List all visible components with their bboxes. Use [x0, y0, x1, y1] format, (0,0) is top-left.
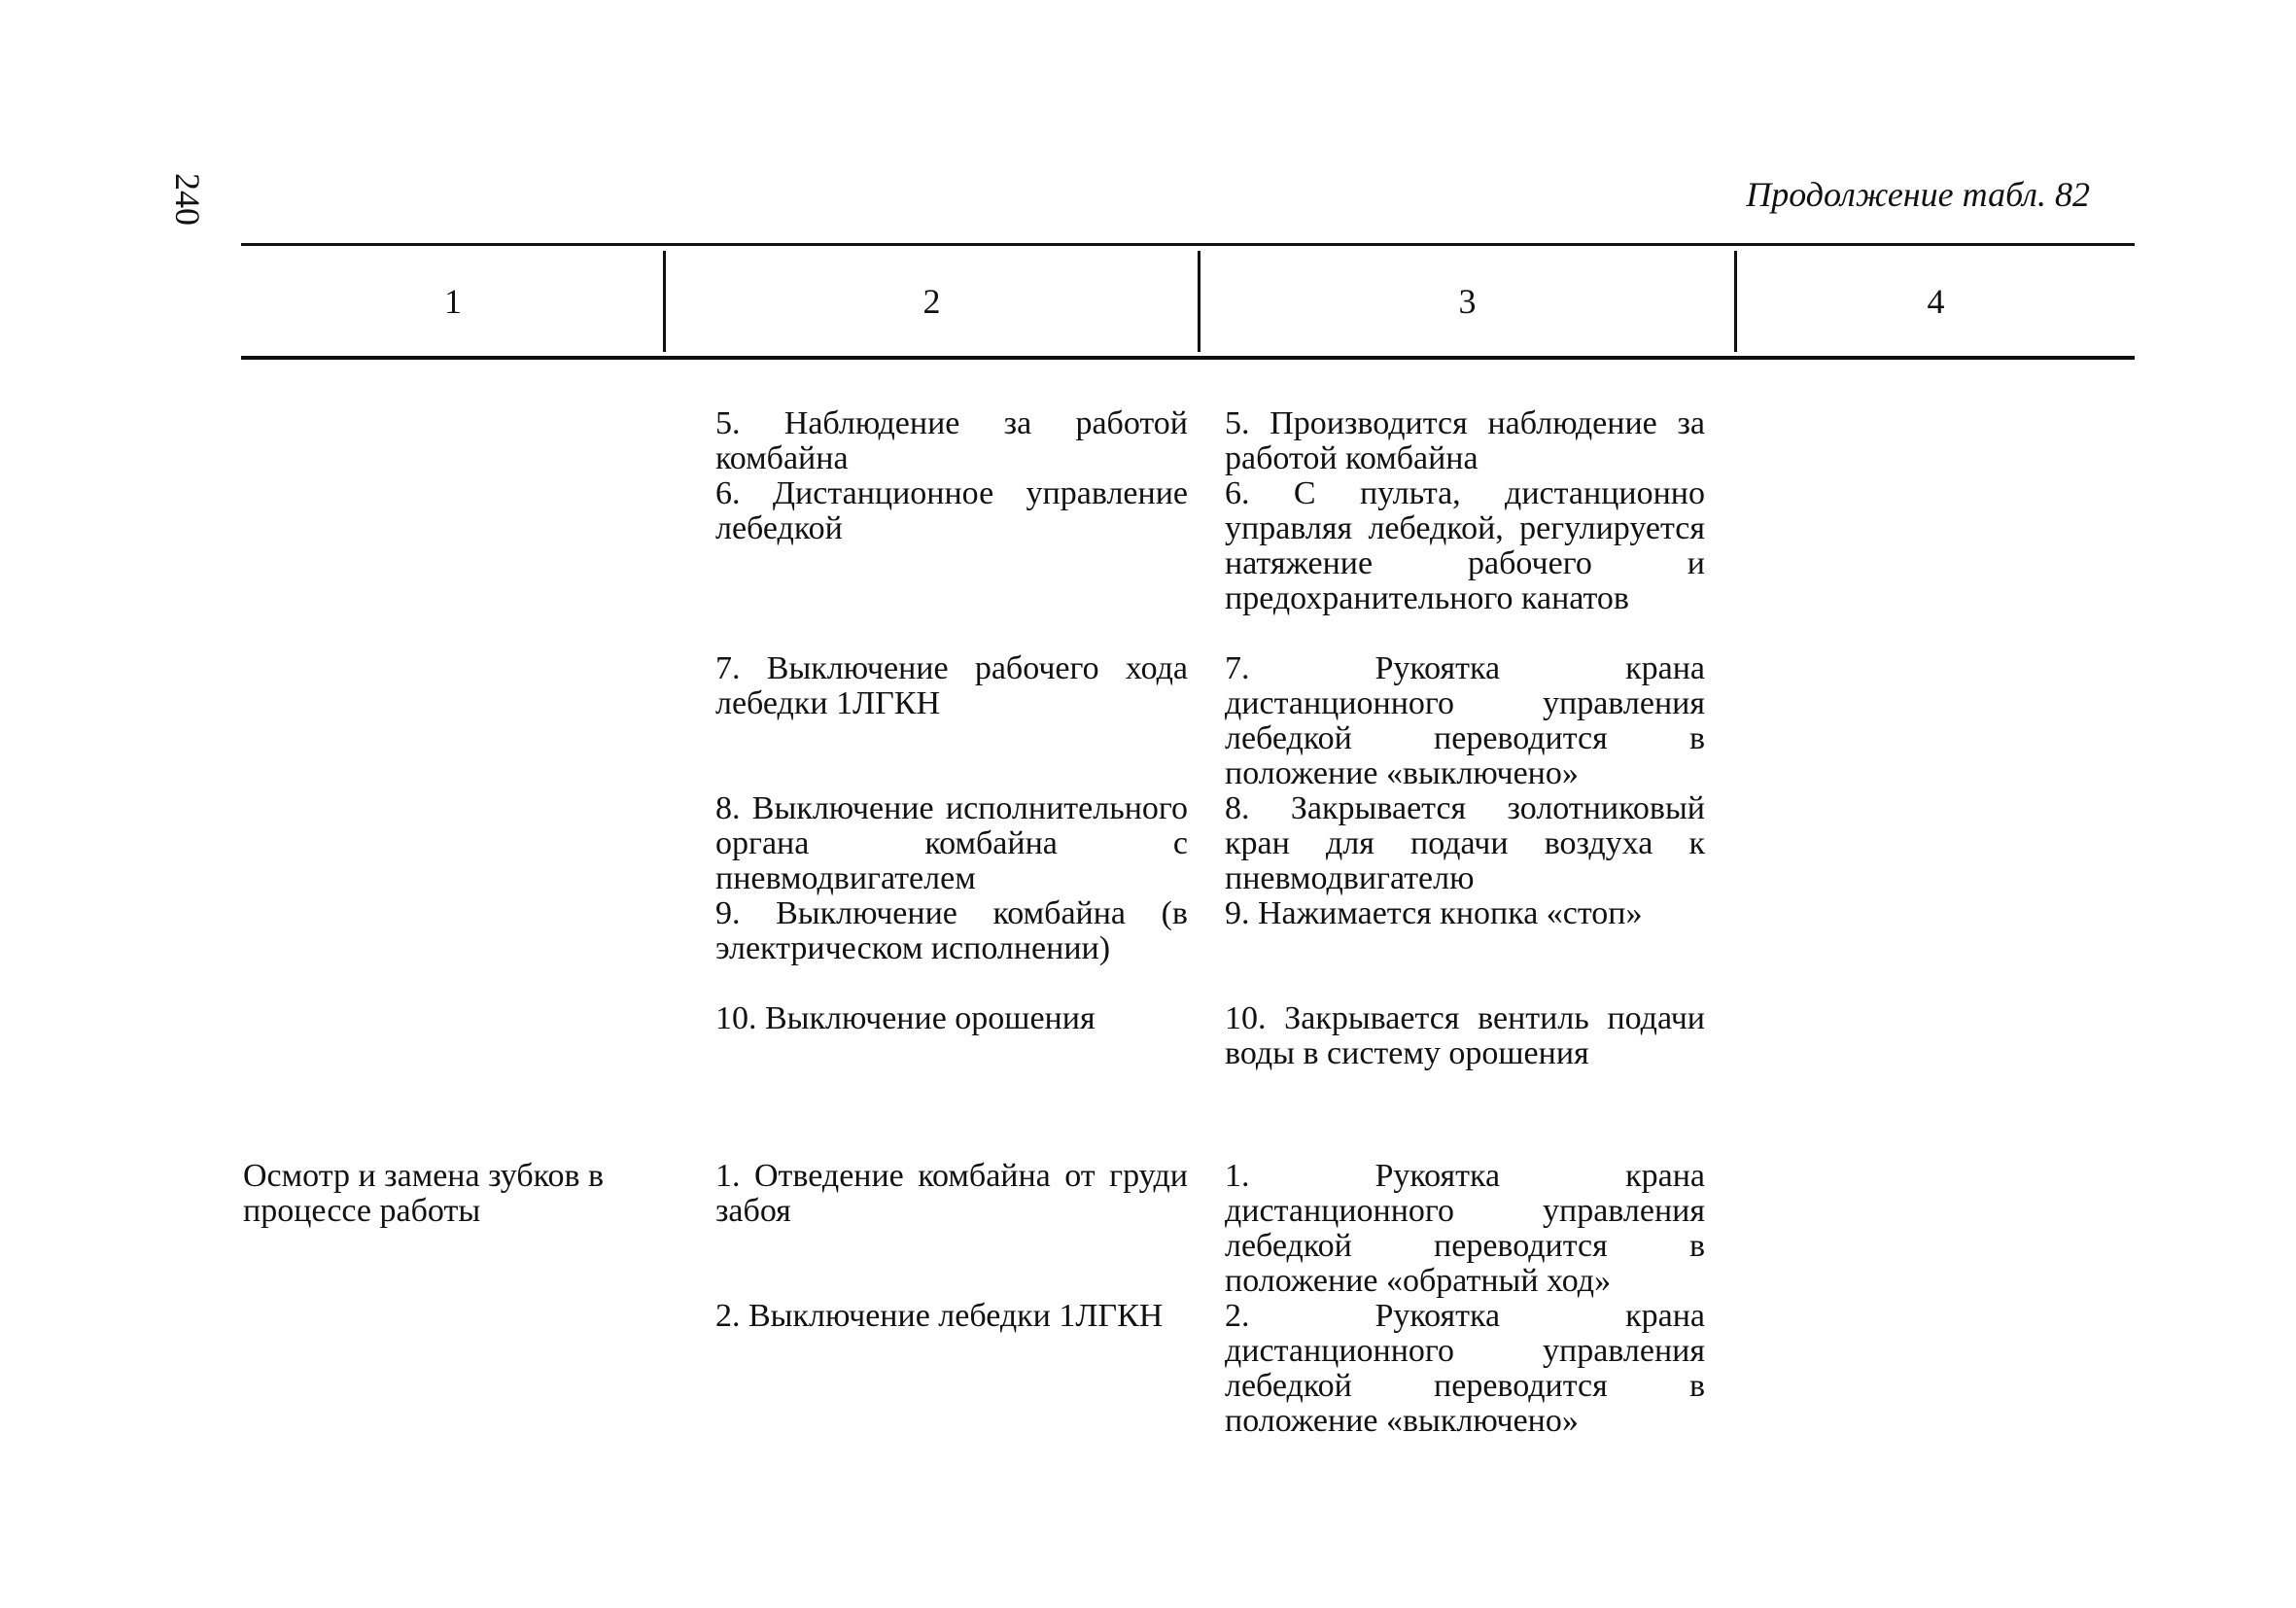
table-cell-operation: Осмотр и замена зубков в процессе работы: [243, 1158, 605, 1229]
table-cell-action: 9. Выключение комбайна (в электрическом исполнении): [715, 895, 1188, 966]
page-number: 240: [168, 173, 207, 226]
table-continuation-caption: Продолжение табл. 82: [1746, 175, 2090, 214]
table-header-col-2: 2: [922, 282, 941, 321]
table-cell-method: 10. Закрывается вентиль подачи воды в систему орошения: [1225, 1000, 1705, 1071]
table-header-col-4: 4: [1927, 282, 1945, 321]
table-cell-method: 8. Закрывается золотниковый кран для подачи воздуха к пневмодвигателю: [1225, 790, 1705, 896]
table-cell-method: 1. Рукоятка крана дистанционного управления лебедкой переводится в положение «обратный ход»: [1225, 1158, 1705, 1299]
table-cell-action: 10. Выключение орошения: [715, 1000, 1096, 1036]
table-cell-action: 1. Отведение комбайна от груди забоя: [715, 1158, 1188, 1229]
table-cell-action: 7. Выключение рабочего хода лебедки 1ЛГКН: [715, 650, 1188, 721]
table-cell-action: 5. Наблюдение за работой комбайна: [715, 405, 1188, 476]
table-cell-action: 2. Выключение лебедки 1ЛГКН: [715, 1298, 1164, 1334]
table-cell-action: 6. Дистанционное управление лебедкой: [715, 475, 1188, 546]
table-cell-method: 5. Производится наблюдение за работой комбайна: [1225, 405, 1705, 476]
table-header-bottom-rule: [241, 356, 2135, 360]
table-cell-method: 7. Рукоятка крана дистанционного управления лебедкой переводится в положение «выключено»: [1225, 650, 1705, 791]
table-cell-method: 2. Рукоятка крана дистанционного управления лебедкой переводится в положение «выключено»: [1225, 1298, 1705, 1439]
table-header-col-3: 3: [1458, 282, 1477, 321]
table-cell-method: 9. Нажимается кнопка «стоп»: [1225, 895, 1643, 931]
table-cell-action: 8. Выключение исполнительного органа комбайна с пневмодвигателем: [715, 790, 1188, 896]
table-cell-method: 6. С пульта, дистанционно управляя лебедкой, регулируется натяжение рабочего и предохранительного канатов: [1225, 475, 1705, 616]
table-top-rule: [241, 243, 2135, 246]
table-header-col-1: 1: [444, 282, 462, 321]
